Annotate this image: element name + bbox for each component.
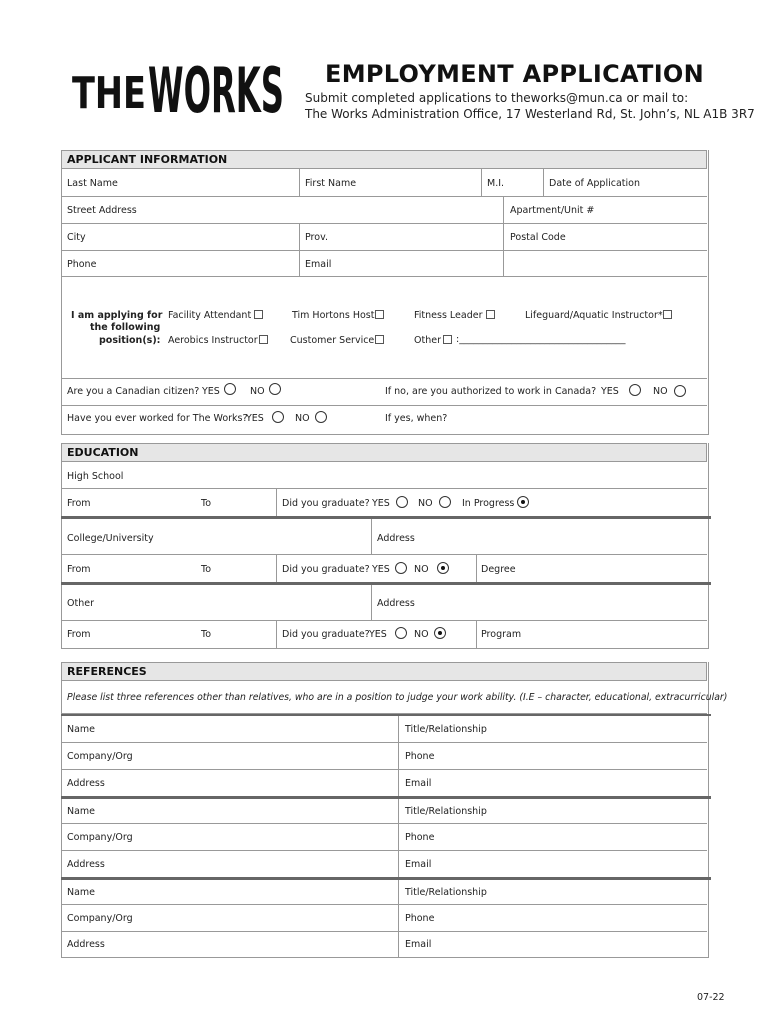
city-field[interactable]: City xyxy=(67,232,86,243)
ref1-name-row xyxy=(61,716,707,743)
ref2-company-field[interactable]: Company/Org xyxy=(67,832,133,843)
positions-divider xyxy=(61,378,707,379)
hs-no-label: NO xyxy=(418,498,433,509)
other-no-label: NO xyxy=(414,629,429,640)
hs-in-progress-radio[interactable] xyxy=(517,496,529,508)
ref3-phone-field[interactable]: Phone xyxy=(405,913,435,924)
ref3-title-field[interactable]: Title/Relationship xyxy=(405,887,487,898)
position-aerobics-label: Aerobics Instructor xyxy=(168,335,258,346)
city-row xyxy=(61,224,707,251)
svg-text:THE: THE xyxy=(72,68,146,119)
hs-from-field[interactable]: From xyxy=(67,498,91,509)
ref1-address-field[interactable]: Address xyxy=(67,778,105,789)
citizen-yes-label: YES xyxy=(202,386,220,397)
position-fitness-leader-checkbox[interactable] xyxy=(486,310,495,319)
phone-field[interactable]: Phone xyxy=(67,259,97,270)
citizen-divider xyxy=(61,405,707,406)
ref3-name-row xyxy=(61,880,707,905)
street-address-field[interactable]: Street Address xyxy=(67,205,137,216)
ref3-address-field[interactable]: Address xyxy=(67,939,105,950)
other-to-field[interactable]: To xyxy=(201,629,212,640)
submit-instructions: Submit completed applications to theworks@mun.ca or mail to: xyxy=(305,91,689,105)
middle-initial-field[interactable]: M.I. xyxy=(487,178,505,189)
ref2-name-row xyxy=(61,799,707,824)
position-aerobics-checkbox[interactable] xyxy=(259,335,268,344)
references-heading: REFERENCES xyxy=(61,662,707,681)
mailing-address: The Works Administration Office, 17 Westerland Rd, St. John’s, NL A1B 3R7 xyxy=(305,107,755,121)
other-yes-radio[interactable] xyxy=(395,627,407,639)
postal-code-field[interactable]: Postal Code xyxy=(510,232,566,243)
hs-yes-radio[interactable] xyxy=(396,496,408,508)
svg-text:WORKS: WORKS xyxy=(148,54,284,127)
worked-yes-radio[interactable] xyxy=(272,411,284,423)
ref3-company-row xyxy=(61,905,707,932)
citizen-question: Are you a Canadian citizen? xyxy=(67,386,200,397)
worked-no-label: NO xyxy=(295,413,310,424)
ref3-email-field[interactable]: Email xyxy=(405,939,432,950)
college-graduate-question: Did you graduate? xyxy=(282,564,370,575)
college-no-radio[interactable] xyxy=(437,562,449,574)
applicant-info-heading: APPLICANT INFORMATION xyxy=(61,150,707,169)
hs-graduate-question: Did you graduate? xyxy=(282,498,370,509)
hs-no-radio[interactable] xyxy=(439,496,451,508)
college-yes-radio[interactable] xyxy=(395,562,407,574)
college-field[interactable]: College/University xyxy=(67,533,154,544)
position-other-checkbox[interactable] xyxy=(443,335,452,344)
ref2-name-field[interactable]: Name xyxy=(67,806,96,817)
program-field[interactable]: Program xyxy=(481,629,522,640)
authorized-no-radio[interactable] xyxy=(674,385,686,397)
ref1-company-field[interactable]: Company/Org xyxy=(67,751,133,762)
form-title: EMPLOYMENT APPLICATION xyxy=(325,60,705,88)
authorized-no-label: NO xyxy=(653,386,668,397)
ref1-email-field[interactable]: Email xyxy=(405,778,432,789)
position-facility-attendant-label: Facility Attendant xyxy=(168,310,252,321)
first-name-field[interactable]: First Name xyxy=(305,178,357,189)
position-other-label: Other xyxy=(414,335,441,346)
college-from-field[interactable]: From xyxy=(67,564,91,575)
citizen-no-label: NO xyxy=(250,386,265,397)
position-customer-service-checkbox[interactable] xyxy=(375,335,384,344)
province-field[interactable]: Prov. xyxy=(305,232,328,243)
authorized-yes-radio[interactable] xyxy=(629,384,641,396)
college-address-field[interactable]: Address xyxy=(377,533,415,544)
college-no-label: NO xyxy=(414,564,429,575)
apartment-field[interactable]: Apartment/Unit # xyxy=(510,205,595,216)
ref1-title-field[interactable]: Title/Relationship xyxy=(405,724,487,735)
ref2-address-row xyxy=(61,851,707,877)
position-other-line[interactable]: :___________________________________ xyxy=(456,334,626,345)
applying-label-3: position(s): xyxy=(99,335,161,346)
ref1-name-field[interactable]: Name xyxy=(67,724,96,735)
the-works-logo xyxy=(72,54,284,127)
email-field[interactable]: Email xyxy=(305,259,332,270)
ref2-phone-field[interactable]: Phone xyxy=(405,832,435,843)
ref1-phone-field[interactable]: Phone xyxy=(405,751,435,762)
authorized-yes-label: YES xyxy=(601,386,619,397)
worked-no-radio[interactable] xyxy=(315,411,327,423)
worked-yes-label: YES xyxy=(246,413,264,424)
worked-when-question: If yes, when? xyxy=(385,413,448,424)
references-note: Please list three references other than relatives, who are in a position to judge your work ability. (I.E – character, educational, extracurricular) xyxy=(67,692,728,703)
position-fitness-leader-label: Fitness Leader xyxy=(414,310,483,321)
ref2-company-row xyxy=(61,824,707,851)
citizen-yes-radio[interactable] xyxy=(224,383,236,395)
ref2-address-field[interactable]: Address xyxy=(67,859,105,870)
street-row xyxy=(61,197,707,224)
form-revision-code: 07-22 xyxy=(697,992,725,1003)
other-address-field[interactable]: Address xyxy=(377,598,415,609)
position-customer-service-label: Customer Service xyxy=(290,335,375,346)
authorized-question: If no, are you authorized to work in Canada? xyxy=(385,386,597,397)
other-education-field[interactable]: Other xyxy=(67,598,94,609)
high-school-row xyxy=(61,462,707,489)
college-to-field[interactable]: To xyxy=(201,564,212,575)
ref1-address-row xyxy=(61,770,707,796)
hs-yes-label: YES xyxy=(372,498,390,509)
other-no-radio[interactable] xyxy=(434,627,446,639)
ref3-name-field[interactable]: Name xyxy=(67,887,96,898)
college-yes-label: YES xyxy=(372,564,390,575)
date-of-application-field[interactable]: Date of Application xyxy=(549,178,640,189)
citizen-no-radio[interactable] xyxy=(269,383,281,395)
applying-label-1: I am applying for xyxy=(71,310,163,321)
position-tim-hortons-checkbox[interactable] xyxy=(375,310,384,319)
applying-label-2: the following xyxy=(90,322,161,333)
hs-to-field[interactable]: To xyxy=(201,498,212,509)
other-from-field[interactable]: From xyxy=(67,629,91,640)
position-tim-hortons-label: Tim Hortons Host xyxy=(292,310,375,321)
position-facility-attendant-checkbox[interactable] xyxy=(254,310,263,319)
last-name-field[interactable]: Last Name xyxy=(67,178,118,189)
ref1-company-row xyxy=(61,743,707,770)
ref3-company-field[interactable]: Company/Org xyxy=(67,913,133,924)
phone-row xyxy=(61,251,707,277)
other-yes-label: YES xyxy=(369,629,387,640)
high-school-field[interactable]: High School xyxy=(67,471,124,482)
hs-in-progress-label: In Progress xyxy=(462,498,515,509)
education-heading: EDUCATION xyxy=(61,443,707,462)
degree-field[interactable]: Degree xyxy=(481,564,516,575)
worked-question: Have you ever worked for The Works? xyxy=(67,413,248,424)
ref2-title-field[interactable]: Title/Relationship xyxy=(405,806,487,817)
position-lifeguard-label: Lifeguard/Aquatic Instructor* xyxy=(525,310,663,321)
ref2-email-field[interactable]: Email xyxy=(405,859,432,870)
position-lifeguard-checkbox[interactable] xyxy=(663,310,672,319)
other-graduate-question: Did you graduate? xyxy=(282,629,370,640)
